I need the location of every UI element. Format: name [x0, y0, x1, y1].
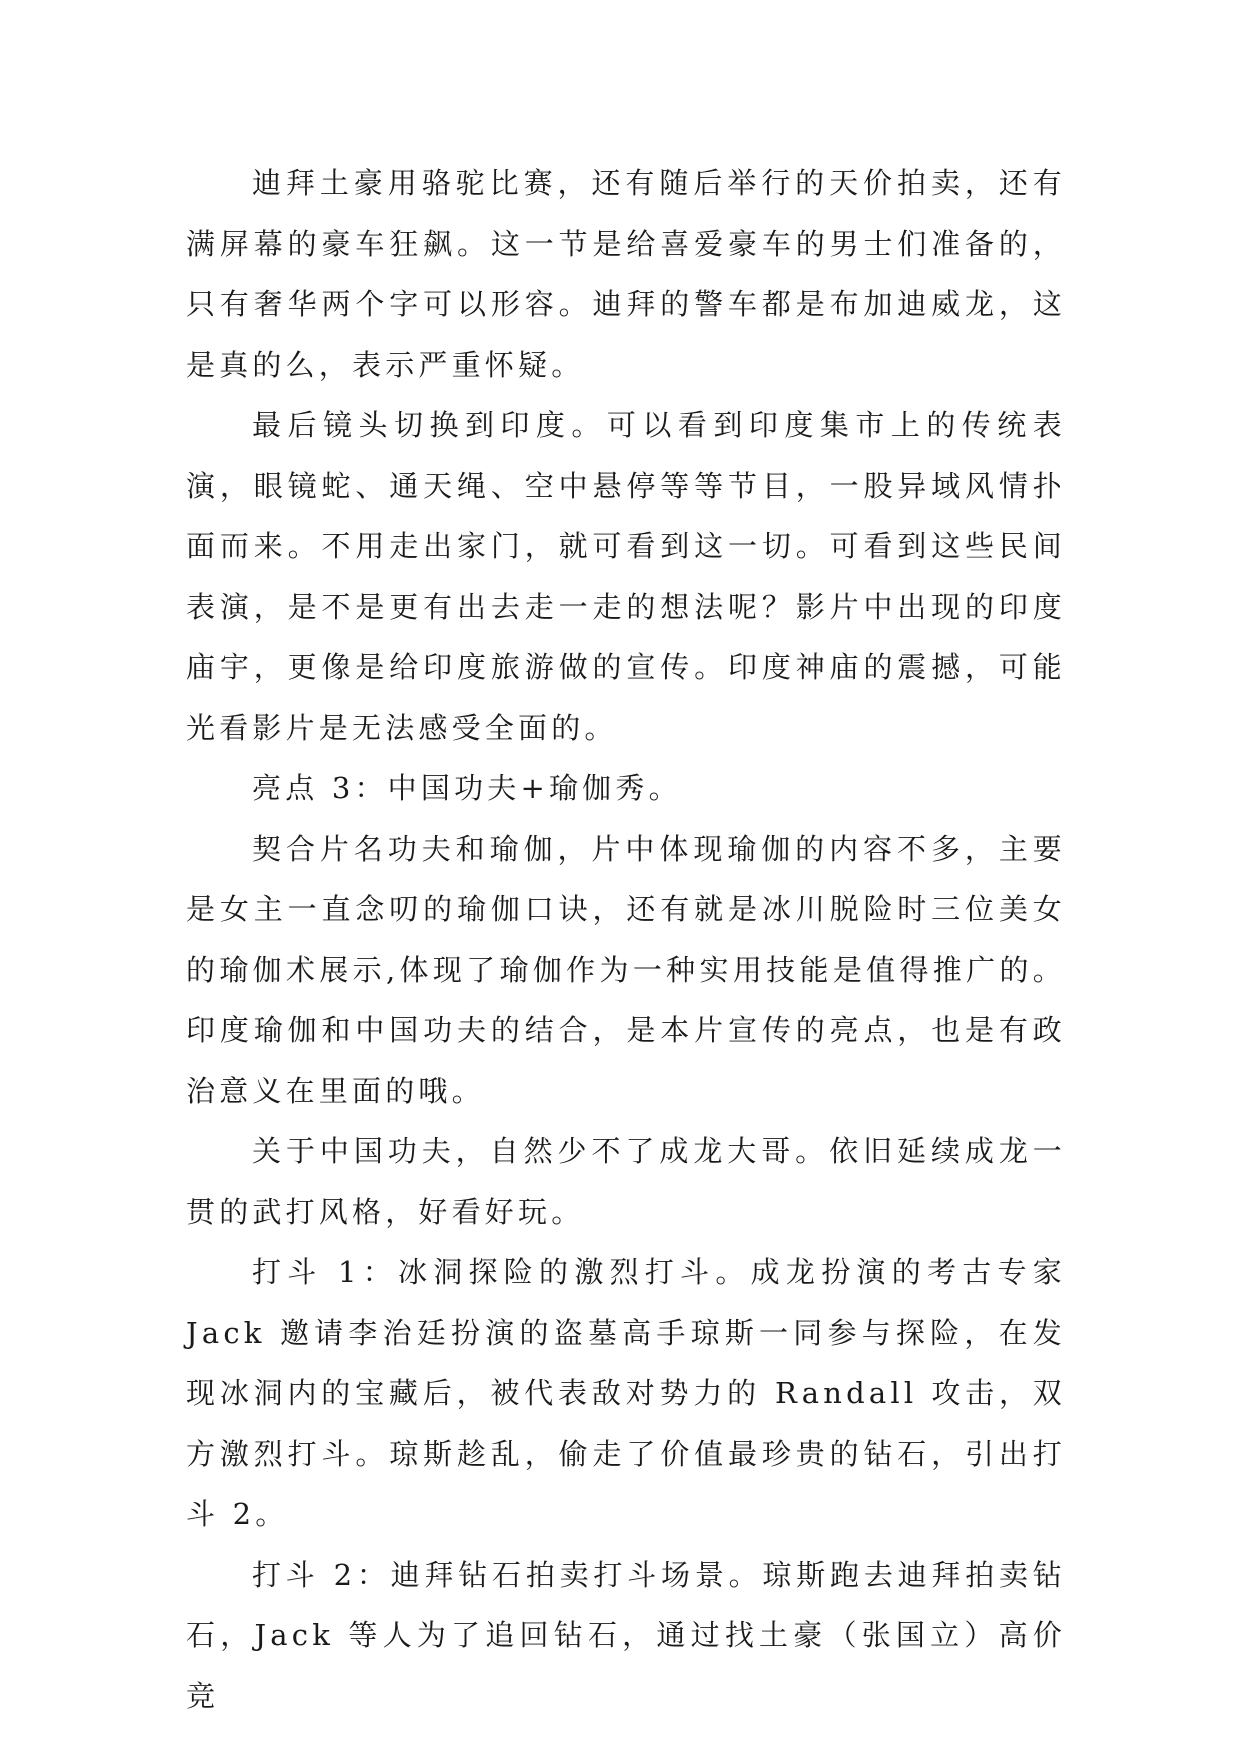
paragraph-yoga-content: 契合片名功夫和瑜伽，片中体现瑜伽的内容不多，主要是女主一直念叨的瑜伽口诀，还有就是冰川脱险时三位美女的瑜伽术展示,体现了瑜伽作为一种实用技能是值得推广的。印度瑜伽和中国功夫的结合，是本片宣传的亮点，也是有政治意义在里面的哦。: [186, 831, 1066, 1108]
paragraph-chinese-kungfu: 关于中国功夫，自然少不了成龙大哥。依旧延续成龙一贯的武打风格，好看好玩。: [186, 1134, 1066, 1229]
paragraph-india-scenes: 最后镜头切换到印度。可以看到印度集市上的传统表演，眼镜蛇、通天绳、空中悬停等等节目，一股异域风情扑面而来。不用走出家门，就可看到这一切。可看到这些民间表演，是不是更有出去走一走的想法呢？影片中出现的印度庙宇，更像是给印度旅游做的宣传。印度神庙的震撼，可能光看影片是无法感受全面的。: [186, 408, 1066, 745]
paragraph-fight-1: 打斗 1：冰洞探险的激烈打斗。成龙扮演的考古专家 Jack 邀请李治廷扮演的盗墓高手琼斯一同参与探险，在发现冰洞内的宝藏后，被代表敌对势力的 Randall 攻击，双方激烈打斗。琼斯趁乱，偷走了价值最珍贵的钻石，引出打斗 2。: [186, 1255, 1066, 1531]
paragraph-fight-2: 打斗 2：迪拜钻石拍卖打斗场景。琼斯跑去迪拜拍卖钻石，Jack 等人为了追回钻石，通过找土豪（张国立）高价竞: [186, 1557, 1066, 1713]
document-body: [186, 153, 1066, 1726]
paragraph-highlight-3-heading: 亮点 3：中国功夫+瑜伽秀。: [252, 771, 682, 805]
paragraph-dubai-camel-race: 迪拜土豪用骆驼比赛，还有随后举行的天价拍卖，还有满屏幕的豪车狂飙。这一节是给喜爱豪车的男士们准备的，只有奢华两个字可以形容。迪拜的警车都是布加迪威龙，这是真的么，表示严重怀疑。: [186, 166, 1066, 382]
